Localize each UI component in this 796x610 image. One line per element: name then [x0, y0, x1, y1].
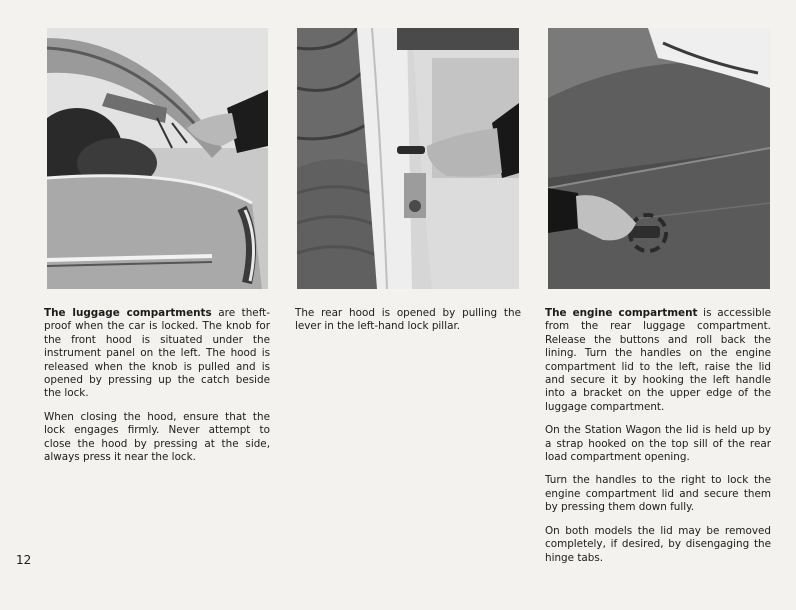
engine-text-column — [545, 307, 771, 575]
paragraph: When closing the hood, ensure that the lock engages firmly. Never attempt to close the hood by pressing at the side, always press it near the lock. — [44, 410, 270, 464]
engine-compartment-photo — [548, 28, 770, 289]
paragraph — [545, 307, 771, 414]
paragraph-text: is accessible from the rear luggage compartment. Release the buttons and roll back the lining. Turn the handles on the engine compartment lid to the left, raise the lid and secure it by hooking the left handle into a bracket on the upper edge of the luggage compartment. — [545, 307, 771, 413]
rear-hood-lever-photo — [297, 28, 519, 289]
paragraph: Turn the handles to the right to lock the engine compartment lid and secure them by pressing them down fully. — [545, 474, 771, 514]
paragraph-text: are theft-proof when the car is locked. The knob for the front hood is situated under the instrument panel on the left. The hood is released when the knob is pulled and is opened by pressing up the catch beside the lock. — [44, 307, 271, 400]
paragraph — [44, 307, 270, 401]
luggage-text-column — [44, 307, 270, 474]
luggage-compartment-photo — [47, 28, 268, 289]
page-number: 12 — [16, 553, 32, 567]
paragraph: On the Station Wagon the lid is held up by a strap hooked on the top sill of the rear load compartment opening. — [545, 424, 771, 464]
paragraph: On both models the lid may be removed completely, if desired, by disengaging the hinge tabs. — [545, 524, 771, 564]
heading-luggage-compartments: The luggage compartments — [44, 307, 212, 319]
paragraph: The rear hood is opened by pulling the lever in the left-hand lock pillar. — [295, 307, 521, 333]
rear-hood-text-column — [295, 307, 521, 344]
heading-engine-compartment: The engine compartment — [545, 307, 698, 319]
